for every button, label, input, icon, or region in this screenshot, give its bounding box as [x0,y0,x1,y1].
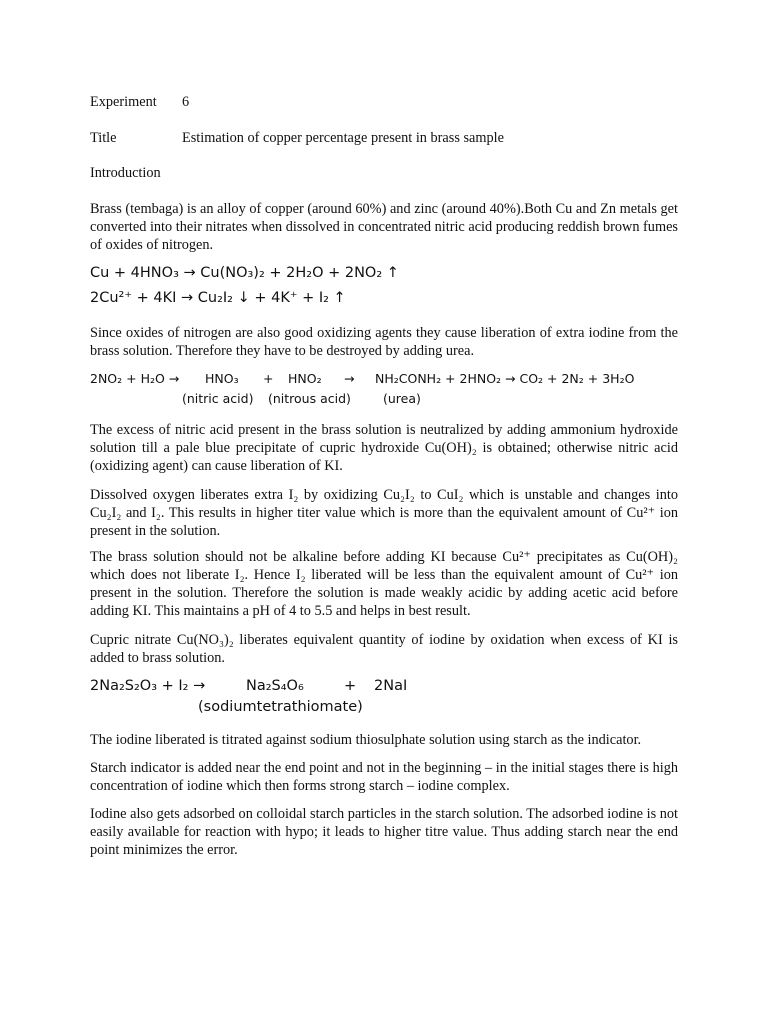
introduction-heading: Introduction [90,165,161,181]
eq3-plus: + [263,371,274,386]
eq4-product2: 2NaI [374,678,408,694]
paragraph-starch-indicator: Starch indicator is added near the end point and not in the beginning – in the initial stages there is high concentration of iodine which then forms strong starch – iodine complex. [90,760,678,794]
paragraph-titration: The iodine liberated is titrated against sodium thiosulphate solution using starch as the indicator. [90,732,642,748]
paragraph-dissolved-oxygen: Dissolved oxygen liberates extra I₂ by oxidizing Cu₂I₂ to CuI₂ which is unstable and changes into Cu₂I₂ and I₂. This results in higher titer value which is more than the equivalent amount of Cu²⁺ ion present in the solution. [90,487,678,539]
title-row [90,129,504,147]
eq4-plus: + [344,678,357,694]
eq3-rhs: NH₂CONH₂ + 2HNO₂ → CO₂ + 2N₂ + 3H₂O [375,371,635,386]
title-label: Title [90,130,117,146]
label-nitrous-acid: (nitrous acid) [268,391,351,406]
eq4-lhs: 2Na₂S₂O₃ + I₂ → [90,678,206,694]
paragraph-cupric-nitrate: Cupric nitrate Cu(NO₃)₂ liberates equivalent quantity of iodine by oxidation when excess of KI is added to brass solution. [90,632,678,666]
label-nitric-acid: (nitric acid) [182,391,254,406]
eq3-arrow: → [344,371,355,386]
paragraph-brass-alloy: Brass (tembaga) is an alloy of copper (around 60%) and zinc (around 40%).Both Cu and Zn metals get converted into their nitrates when dissolved in concentrated nitric acid producing reddish brown fumes of oxides of nitrogen. [90,201,678,253]
label-urea: (urea) [383,391,421,406]
eq3-nitric-acid: HNO₃ [205,371,239,386]
paragraph-adsorbed-iodine: Iodine also gets adsorbed on colloidal starch particles in the starch solution. The adsorbed iodine is not easily available for reaction with hypo; it leads to higher titre value. Thus adding starch near the end point minimizes the error. [90,806,678,858]
experiment-number: 6 [182,94,190,110]
label-sodium-tetrathionate: (sodiumtetrathiomate) [198,699,363,715]
experiment-label: Experiment [90,94,157,110]
experiment-row [90,93,190,111]
equation-copper-nitric-acid: Cu + 4HNO₃ → Cu(NO₃)₂ + 2H₂O + 2NO₂ ↑ [90,265,399,281]
title-text: Estimation of copper percentage present in brass sample [182,130,504,146]
paragraph-alkaline-solution: The brass solution should not be alkaline before adding KI because Cu²⁺ precipitates as Cu(OH)₂ which does not liberate I₂. Hence I₂ liberated will be less than the equivalent amount of Cu²⁺ ion present in the solution. Therefore the solution is made weakly acidic by adding acetic acid before adding KI. This maintains a pH of 4 to 5.5 and helps in best result. [90,549,678,619]
eq3-nitrous-acid: HNO₂ [288,371,322,386]
paragraph-nitrogen-oxides: Since oxides of nitrogen are also good oxidizing agents they cause liberation of extra iodine from the brass solution. Therefore they have to be destroyed by adding urea. [90,325,678,359]
equation-copper-iodide: 2Cu²⁺ + 4KI → Cu₂I₂ ↓ + 4K⁺ + I₂ ↑ [90,290,346,306]
eq3-lhs: 2NO₂ + H₂O → [90,371,180,386]
paragraph-excess-nitric-acid: The excess of nitric acid present in the brass solution is neutralized by adding ammonium hydroxide solution till a pale blue precipitate of cupric hydroxide Cu(OH)₂ is obtained; otherwise nitric acid (oxidizing agent) can cause liberation of KI. [90,422,678,474]
eq4-product: Na₂S₄O₆ [246,678,304,694]
